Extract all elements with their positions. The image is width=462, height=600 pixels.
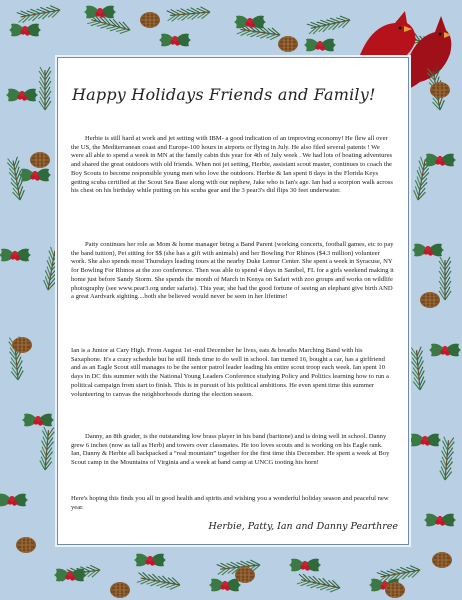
paragraph-danny: Danny, an 8th grader, is the outstanding low brass player in his band (baritone) and is doing well in school. Danny grew 6 inches (now as tall as Herb) and towers over classmates. He too loves scouts and is working on his Eagle rank. Ian, Danny & Herbie all backpacked a “real mountain” together for the first time this December. He spent a week at Boy Scout camp in the Mountains of Virginia and a week at band camp at UNCG tooting his horn! — [71, 433, 390, 467]
paragraph-ian: Ian is a Junior at Cary High. From August 1st -mid December he lives, eats & breaths Marching Band with his Saxaphone. It's a crazy schedule but he still finds time to do well in school. Ian turned 16, bought a car, has a girlfriend and as an Eagle Scout still manages to be the senior patrol leader leading his entire scout troop each week. Ian spent 10 days in DC this summer with the National Young Leaders Conference studying Policy and Politics learning how to run a political campaign from start to finish. This is in pursuit of his political ambitions. He even spent time this summer volunteering to canvas the neighborhoods during the election season. — [71, 347, 389, 398]
paragraph-herbie: Herbie is still hard at work and jet setting with IBM- a good indication of an improving economy! He flew all over the US, the Mediterranean coast and Europe-100 hours in airports or flying in July. He also filed several patents ! We were all able to spend a week in MN at the family cabin this year for 4th of July week . We had lots of boating adventures and shared the great outdoors with old friends. When not jet setting, Herbie, assistant scout master, continues to coach the Boy Scouts to become responsible young men who love the outdoors. Herbie & Ian spent 8 days in the Florida Keys getting scuba certified at the Scout Sea Base along with our nephew, Jake who is Ian's age. Ian had a scorpion walk across his chest on his birthday while putting on his scuba gear and the 3 pear3's did flips 30 feet underwater. — [71, 135, 393, 195]
letter-title: Happy Holidays Friends and Family! — [72, 85, 376, 104]
paragraph-patty: Patty continues her role as Mom & home manager being a Band Parent (working concerts, football games, etc to pay the band tuition), Pet sitting for $$ (she has a gift with animals) and her Bowling For Rhinos ($4.3 million) volunteer work. She also spends most Thursdays leading tours at the nearby Duke Lemur Center. She spent a week in Syracuse, NY for Bowling For Rhinos at the zoo conference. Then was able to spend 4 days in Sanibel, FL for a girls weekend making it home just before Sandy Storm. She spends the month of March in Kenya on Safari with zoo groups and works on wildlife photography (see www.pear3.org under safaris). This year, she had the good fortune of seeing an elephant give birth AND a great Aardvark sighting....both she believed would never be seen in her lifetime! — [71, 241, 394, 301]
paragraph-closing: Here's hoping this finds you all in good health and spirits and wishing you a wonderful holiday season and peaceful new year. — [71, 495, 389, 511]
letter-panel — [57, 57, 409, 545]
signature: Herbie, Patty, Ian and Danny Pearthree — [208, 521, 398, 532]
